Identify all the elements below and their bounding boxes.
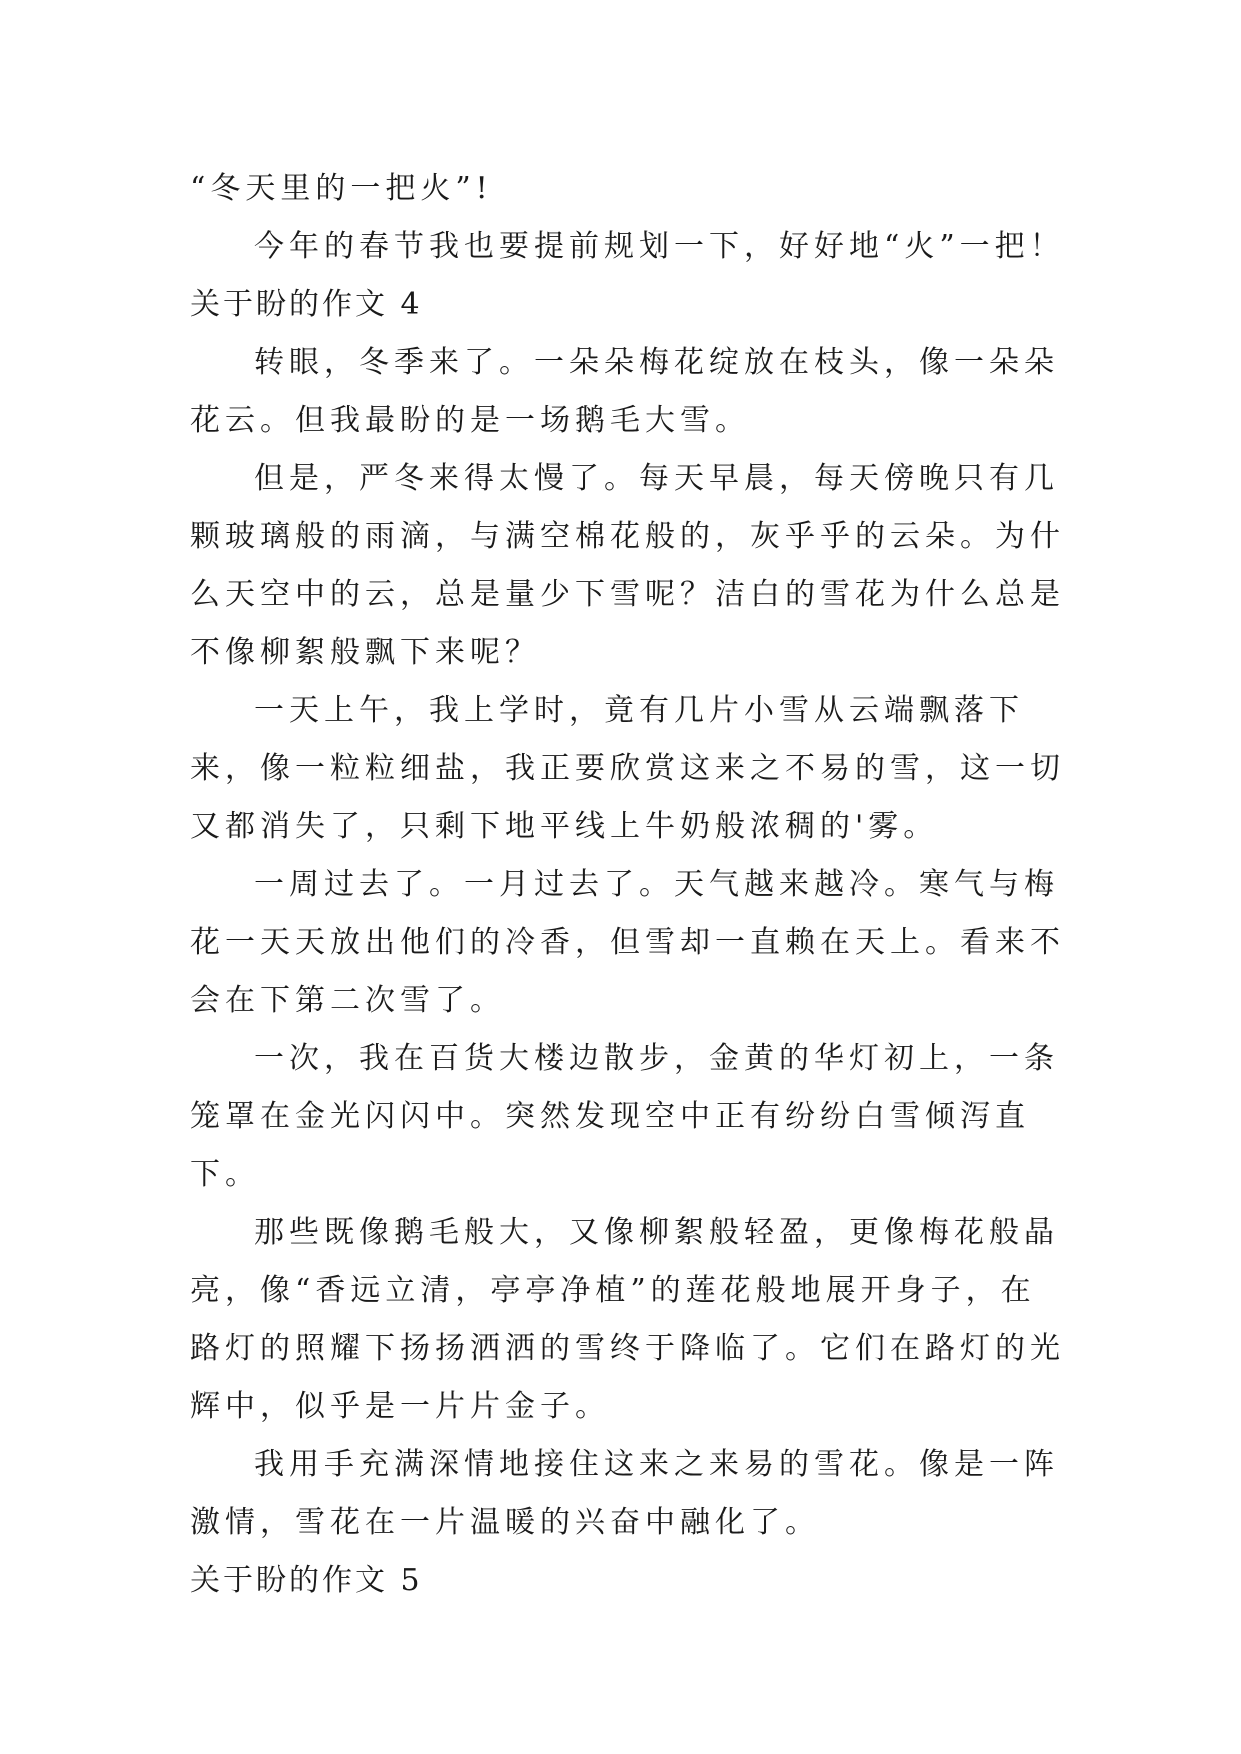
paragraph: 一天上午，我上学时，竟有几片小雪从云端飘落下来，像一粒粒细盐，我正要欣赏这来之不易的雪，这一切又都消失了，只剩下地平线上牛奶般浓稠的'雾。 — [190, 693, 1065, 844]
section-heading: 关于盼的作文 5 — [190, 1563, 423, 1598]
paragraph: 今年的春节我也要提前规划一下，好好地“火”一把！ — [254, 229, 1065, 264]
paragraph: 我用手充满深情地接住这来之来易的雪花。像是一阵激情，雪花在一片温暖的兴奋中融化了。 — [190, 1447, 1059, 1540]
paragraph: 转眼，冬季来了。一朵朵梅花绽放在枝头，像一朵朵花云。但我最盼的是一场鹅毛大雪。 — [190, 345, 1059, 438]
paragraph: 但是，严冬来得太慢了。每天早晨，每天傍晚只有几颗玻璃般的雨滴，与满空棉花般的，灰乎乎的云朵。为什么天空中的云，总是量少下雪呢？洁白的雪花为什么总是不像柳絮般飘下来呢？ — [190, 461, 1065, 670]
document-body — [190, 160, 1070, 1610]
paragraph: 那些既像鹅毛般大，又像柳絮般轻盈，更像梅花般晶亮，像“香远立清，亭亭净植”的莲花般地展开身子，在路灯的照耀下扬扬洒洒的雪终于降临了。它们在路灯的光辉中，似乎是一片片金子。 — [190, 1215, 1065, 1424]
section-heading: 关于盼的作文 4 — [190, 287, 423, 322]
paragraph: 一周过去了。一月过去了。天气越来越冷。寒气与梅花一天天放出他们的冷香，但雪却一直赖在天上。看来不会在下第二次雪了。 — [190, 867, 1065, 1018]
paragraph: 一次，我在百货大楼边散步，金黄的华灯初上，一条笼罩在金光闪闪中。突然发现空中正有纷纷白雪倾泻直下。 — [190, 1041, 1059, 1192]
paragraph: “冬天里的一把火”! — [190, 171, 493, 206]
